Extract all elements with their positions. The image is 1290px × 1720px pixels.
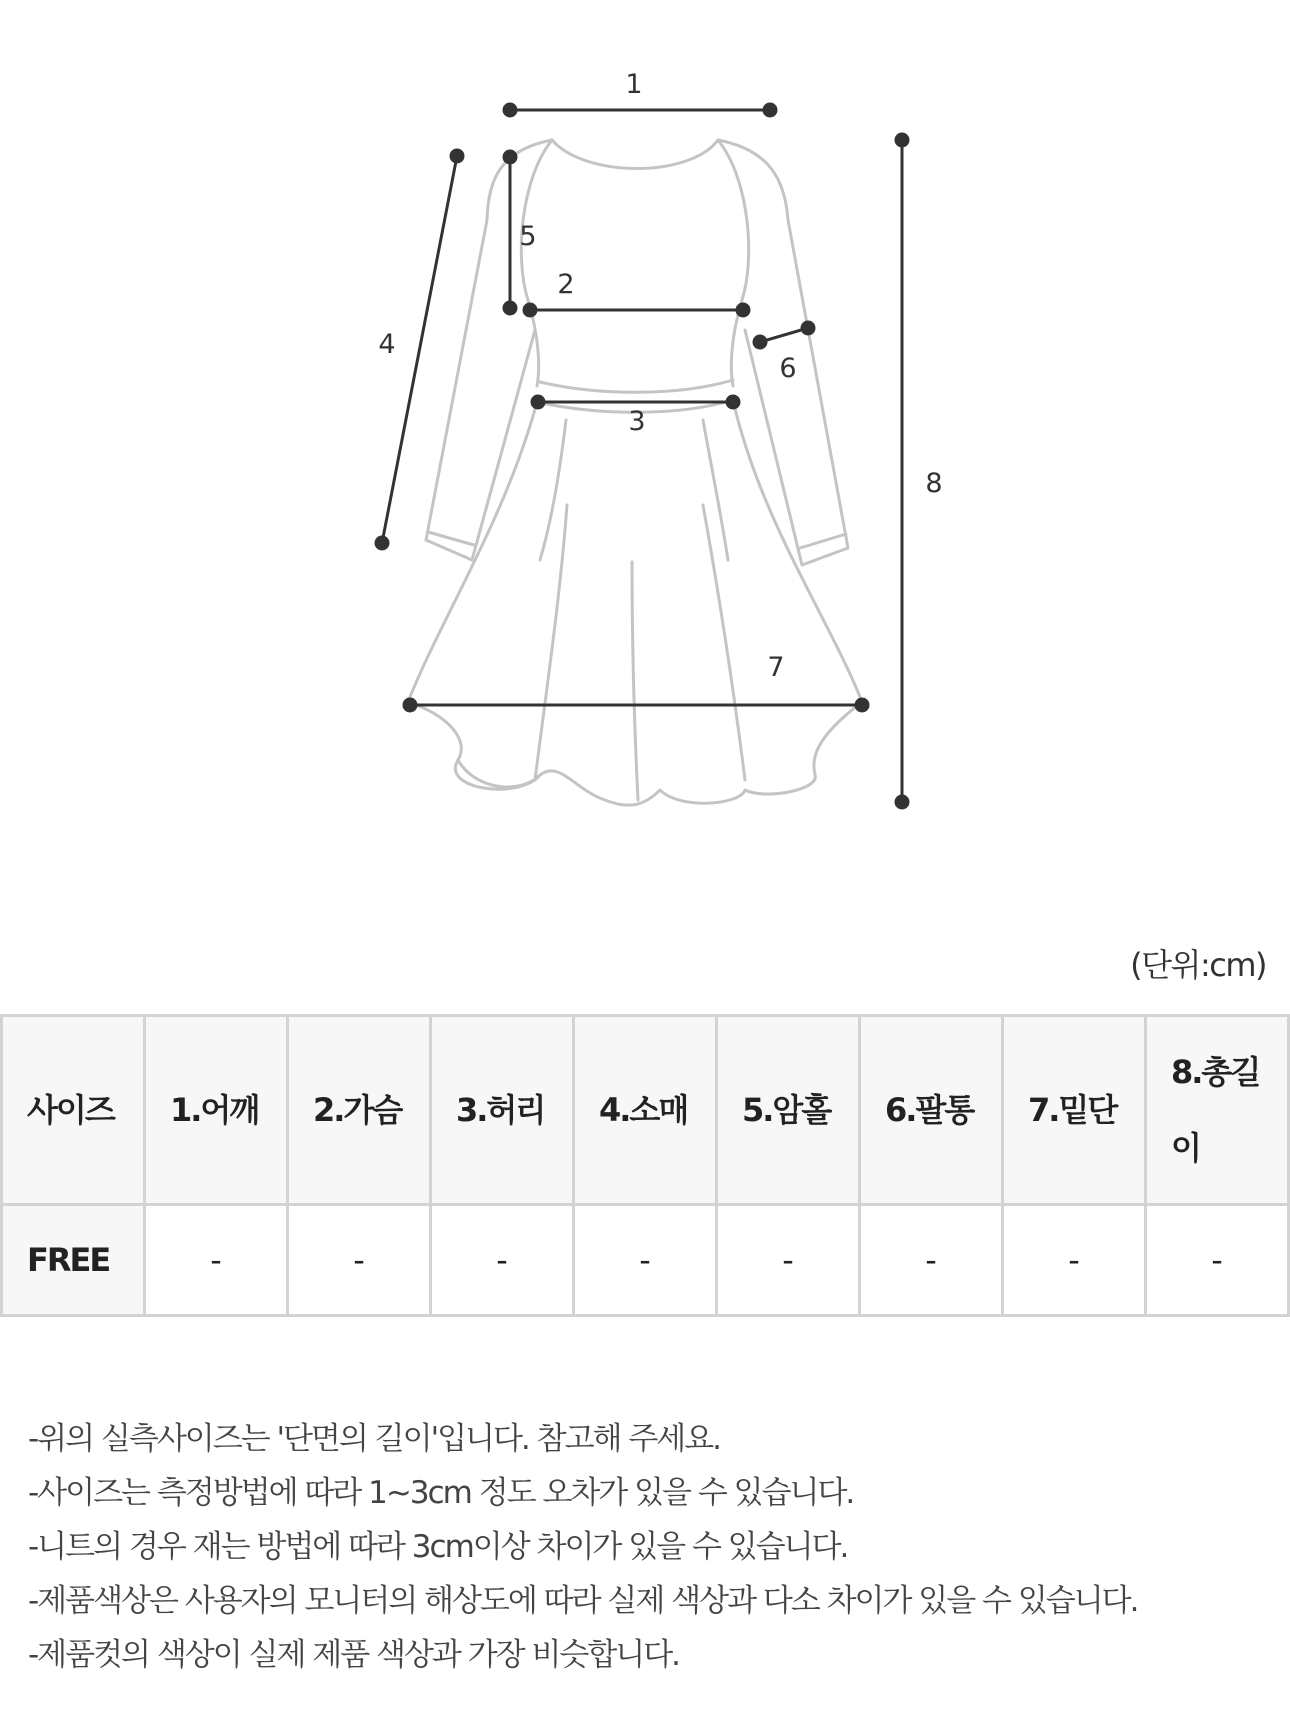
label-5: 5	[519, 221, 537, 252]
header-sleeve: 4.소매	[574, 1016, 717, 1205]
table-row	[2, 1205, 1289, 1316]
label-8: 8	[925, 468, 943, 499]
unit-label: (단위:cm)	[1130, 946, 1266, 984]
measurement-lines	[376, 104, 908, 808]
value-cell-chest: -	[288, 1205, 431, 1316]
label-1: 1	[625, 69, 643, 100]
measure-point	[896, 796, 908, 808]
value-cell-armhole: -	[717, 1205, 860, 1316]
measure-point	[376, 537, 388, 549]
measure-point	[504, 302, 516, 314]
header-total-length: 8.총길이	[1146, 1016, 1289, 1205]
header-shoulder: 1.어깨	[145, 1016, 288, 1205]
note-item: -니트의 경우 재는 방법에 따라 3cm이상 차이가 있을 수 있습니다.	[28, 1529, 848, 1565]
header-waist: 3.허리	[431, 1016, 574, 1205]
measure-point	[524, 304, 536, 316]
value-cell-hem: -	[1003, 1205, 1146, 1316]
measurement-labels	[378, 69, 942, 683]
measure-point	[802, 322, 814, 334]
value-cell-arm-width: -	[860, 1205, 1003, 1316]
size-table	[0, 1014, 1290, 1317]
size-name-cell: FREE	[2, 1205, 145, 1316]
value-cell-total-length: -	[1146, 1205, 1289, 1316]
measure-point	[532, 396, 544, 408]
measure-point	[727, 396, 739, 408]
measure-point	[737, 304, 749, 316]
measure-point	[764, 104, 776, 116]
measure-point	[896, 134, 908, 146]
size-notes	[28, 1412, 1138, 1682]
label-4: 4	[378, 329, 396, 360]
label-7: 7	[767, 652, 785, 683]
value-cell-shoulder: -	[145, 1205, 288, 1316]
label-6: 6	[779, 353, 797, 384]
label-3: 3	[628, 406, 646, 437]
measure-point	[504, 104, 516, 116]
header-size: 사이즈	[2, 1016, 145, 1205]
note-item: -위의 실측사이즈는 '단면의 길이'입니다. 참고해 주세요.	[28, 1421, 721, 1457]
measure-point	[856, 699, 868, 711]
header-chest: 2.가슴	[288, 1016, 431, 1205]
header-hem: 7.밑단	[1003, 1016, 1146, 1205]
note-item: -사이즈는 측정방법에 따라 1~3cm 정도 오차가 있을 수 있습니다.	[28, 1475, 854, 1511]
measure-line-arm-width	[760, 328, 808, 342]
note-item: -제품컷의 색상이 실제 제품 색상과 가장 비슷합니다.	[28, 1637, 680, 1673]
label-2: 2	[557, 269, 575, 300]
measure-point	[754, 336, 766, 348]
note-item: -제품색상은 사용자의 모니터의 해상도에 따라 실제 색상과 다소 차이가 있을 수 있습니다.	[28, 1583, 1138, 1619]
size-table-header-row	[2, 1016, 1289, 1205]
header-armhole: 5.암홀	[717, 1016, 860, 1205]
header-arm-width: 6.팔통	[860, 1016, 1003, 1205]
measure-point	[451, 150, 463, 162]
value-cell-waist: -	[431, 1205, 574, 1316]
measure-point	[504, 151, 516, 163]
measure-point	[404, 699, 416, 711]
value-cell-sleeve: -	[574, 1205, 717, 1316]
